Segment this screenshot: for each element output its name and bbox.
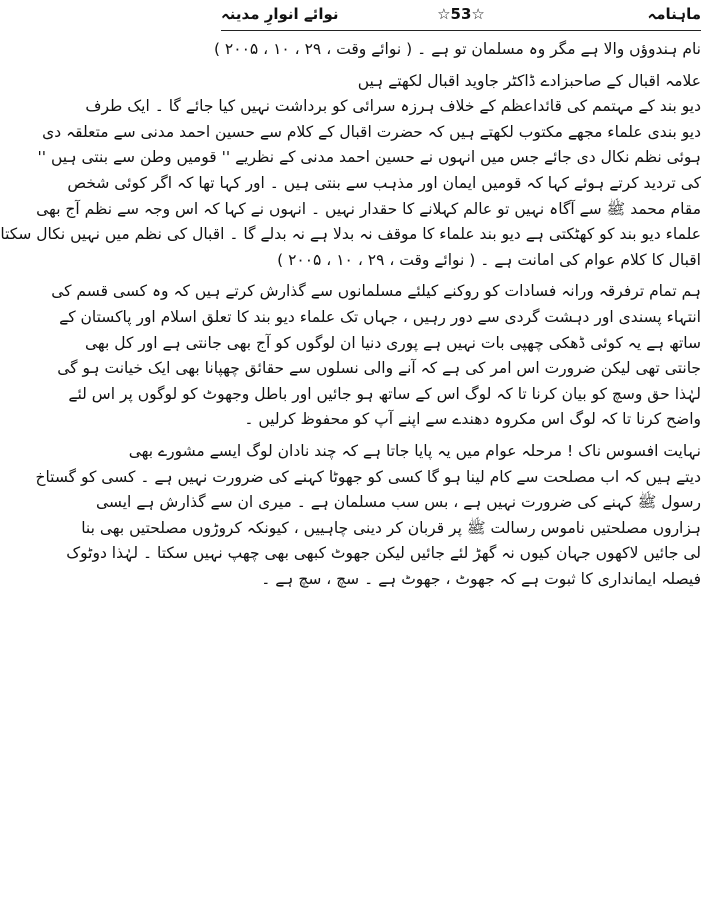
text-line: نہایت افسوس ناک ! مرحلہ عوام میں یہ پایا جاتا ہے کہ چند نادان لوگ ایسے مشورے بھی — [128, 441, 701, 460]
text-line: اقبال کا کلام عوام کی امانت ہے ۔ ( نوائے وقت ، ۲۹ ، ۱۰ ، ۲۰۰۵ ) — [277, 250, 701, 269]
text-line: مقام محمد ﷺ سے آگاہ نہیں تو عالم کہلانے کا حقدار نہیں ۔ انہوں نے کہا کہ اس وجہ سے نظم آج بھی — [36, 199, 701, 218]
text-line: دیو بندی علماء مجھے مکتوب لکھتے ہیں کہ حضرت اقبال کے کلام سے حسین احمد مدنی سے متعلقہ دی — [42, 122, 701, 141]
magazine-name: ماہنامہ — [647, 5, 701, 23]
running-title: نوائے انوارِ مدینہ — [221, 5, 339, 23]
article-body — [0, 31, 701, 592]
text-line: لہٰذا حق وسچ کو بیان کرنا تا کہ لوگ اس کے ساتھ ہو جائیں اور باطل وجھوٹ کو لوگوں پر اس لئے — [68, 384, 701, 403]
page-header — [221, 0, 701, 31]
text-line: کی تردید کرتے ہوئے کہا کہ قومیں ایمان اور مذہب سے بنتی ہیں ۔ اور کہا تھا کہ اگر کوئی شخص — [67, 173, 701, 192]
text-line: واضح کرنا تا کہ لوگ اس مکروہ دھندے سے اپنے آپ کو محفوظ کرلیں ۔ — [244, 410, 701, 429]
text-line: ہم تمام ترفرقہ ورانہ فسادات کو روکنے کیلئے مسلمانوں سے گذارش کرتے ہیں کہ وہ کسی قسم کی — [51, 282, 701, 301]
text-line: رسول ﷺ کہنے کی ضرورت نہیں ہے ، بس سب مسلمان ہے ۔ میری ان سے گذارش ہے ایسی — [95, 493, 701, 512]
text-line: علامہ اقبال کے صاحبزادے ڈاکٹر جاوید اقبال لکھتے ہیں — [357, 71, 701, 90]
text-line: انتہاء پسندی اور دہشت گردی سے دور رہیں ، جہاں تک علماء دیو بند کا تعلق اسلام اور پاکستان کے — [59, 307, 701, 326]
text-line: ساتھ ہے یہ کوئی ڈھکی چھپی بات نہیں ہے پوری دنیا ان لوگوں کو آج بھی جانتی ہے اور کل بھی — [84, 333, 701, 352]
text-line: فیصلہ ایمانداری کا ثبوت ہے کہ جھوٹ ، جھوٹ ہے ۔ سچ ، سچ ہے ۔ — [261, 569, 701, 588]
text-line: علماء دیو بند کو کھٹکتی ہے دیو بند علماء کا موقف نہ بدلا ہے نہ بدلے گا ۔ اقبال کی نظم میں نہیں نکال سکتا — [0, 225, 701, 244]
text-line: دیتے ہیں کہ اب مصلحت سے کام لینا ہو گا کسی کو جھوٹا کہنے کی ضرورت نہیں ہے ۔ کسی کو گستاخ — [35, 467, 701, 486]
text-line: نام ہندوؤں والا ہے مگر وہ مسلمان تو ہے ۔ ( نوائے وقت ، ۲۹ ، ۱۰ ، ۲۰۰۵ ) — [213, 40, 701, 58]
text-line: ہزاروں مصلحتیں ناموس رسالت ﷺ پر قربان کر دینی چاہییں ، کیونکہ کروڑوں مصلحتیں بھی بنا — [81, 518, 701, 537]
text-line: جانتی تھی لیکن ضرورت اس امر کی ہے کہ آنے والی نسلوں سے حقائق چھپانا بھی ایک خیانت ہو گی — [57, 359, 701, 378]
text-line: ہوئی نظم نکال دی جائے جس میں انہوں نے حسین احمد مدنی کے نظریے '' قومیں وطن سے بنتی ہیں '' — [37, 148, 701, 167]
text-line: دیو بند کے مہتمم کی قائداعظم کے خلاف ہرزہ سرائی کو برداشت نہیں کیا جائے گا ۔ ایک طرف — [85, 97, 701, 116]
page-number: ☆53☆ — [437, 5, 485, 23]
text-line: لی جائیں لاکھوں جہان کیوں نہ گھڑ لئے جائیں لیکن جھوٹ کبھی بھی چھپ نہیں سکتا ۔ لہٰذا دوٹوک — [66, 544, 701, 563]
